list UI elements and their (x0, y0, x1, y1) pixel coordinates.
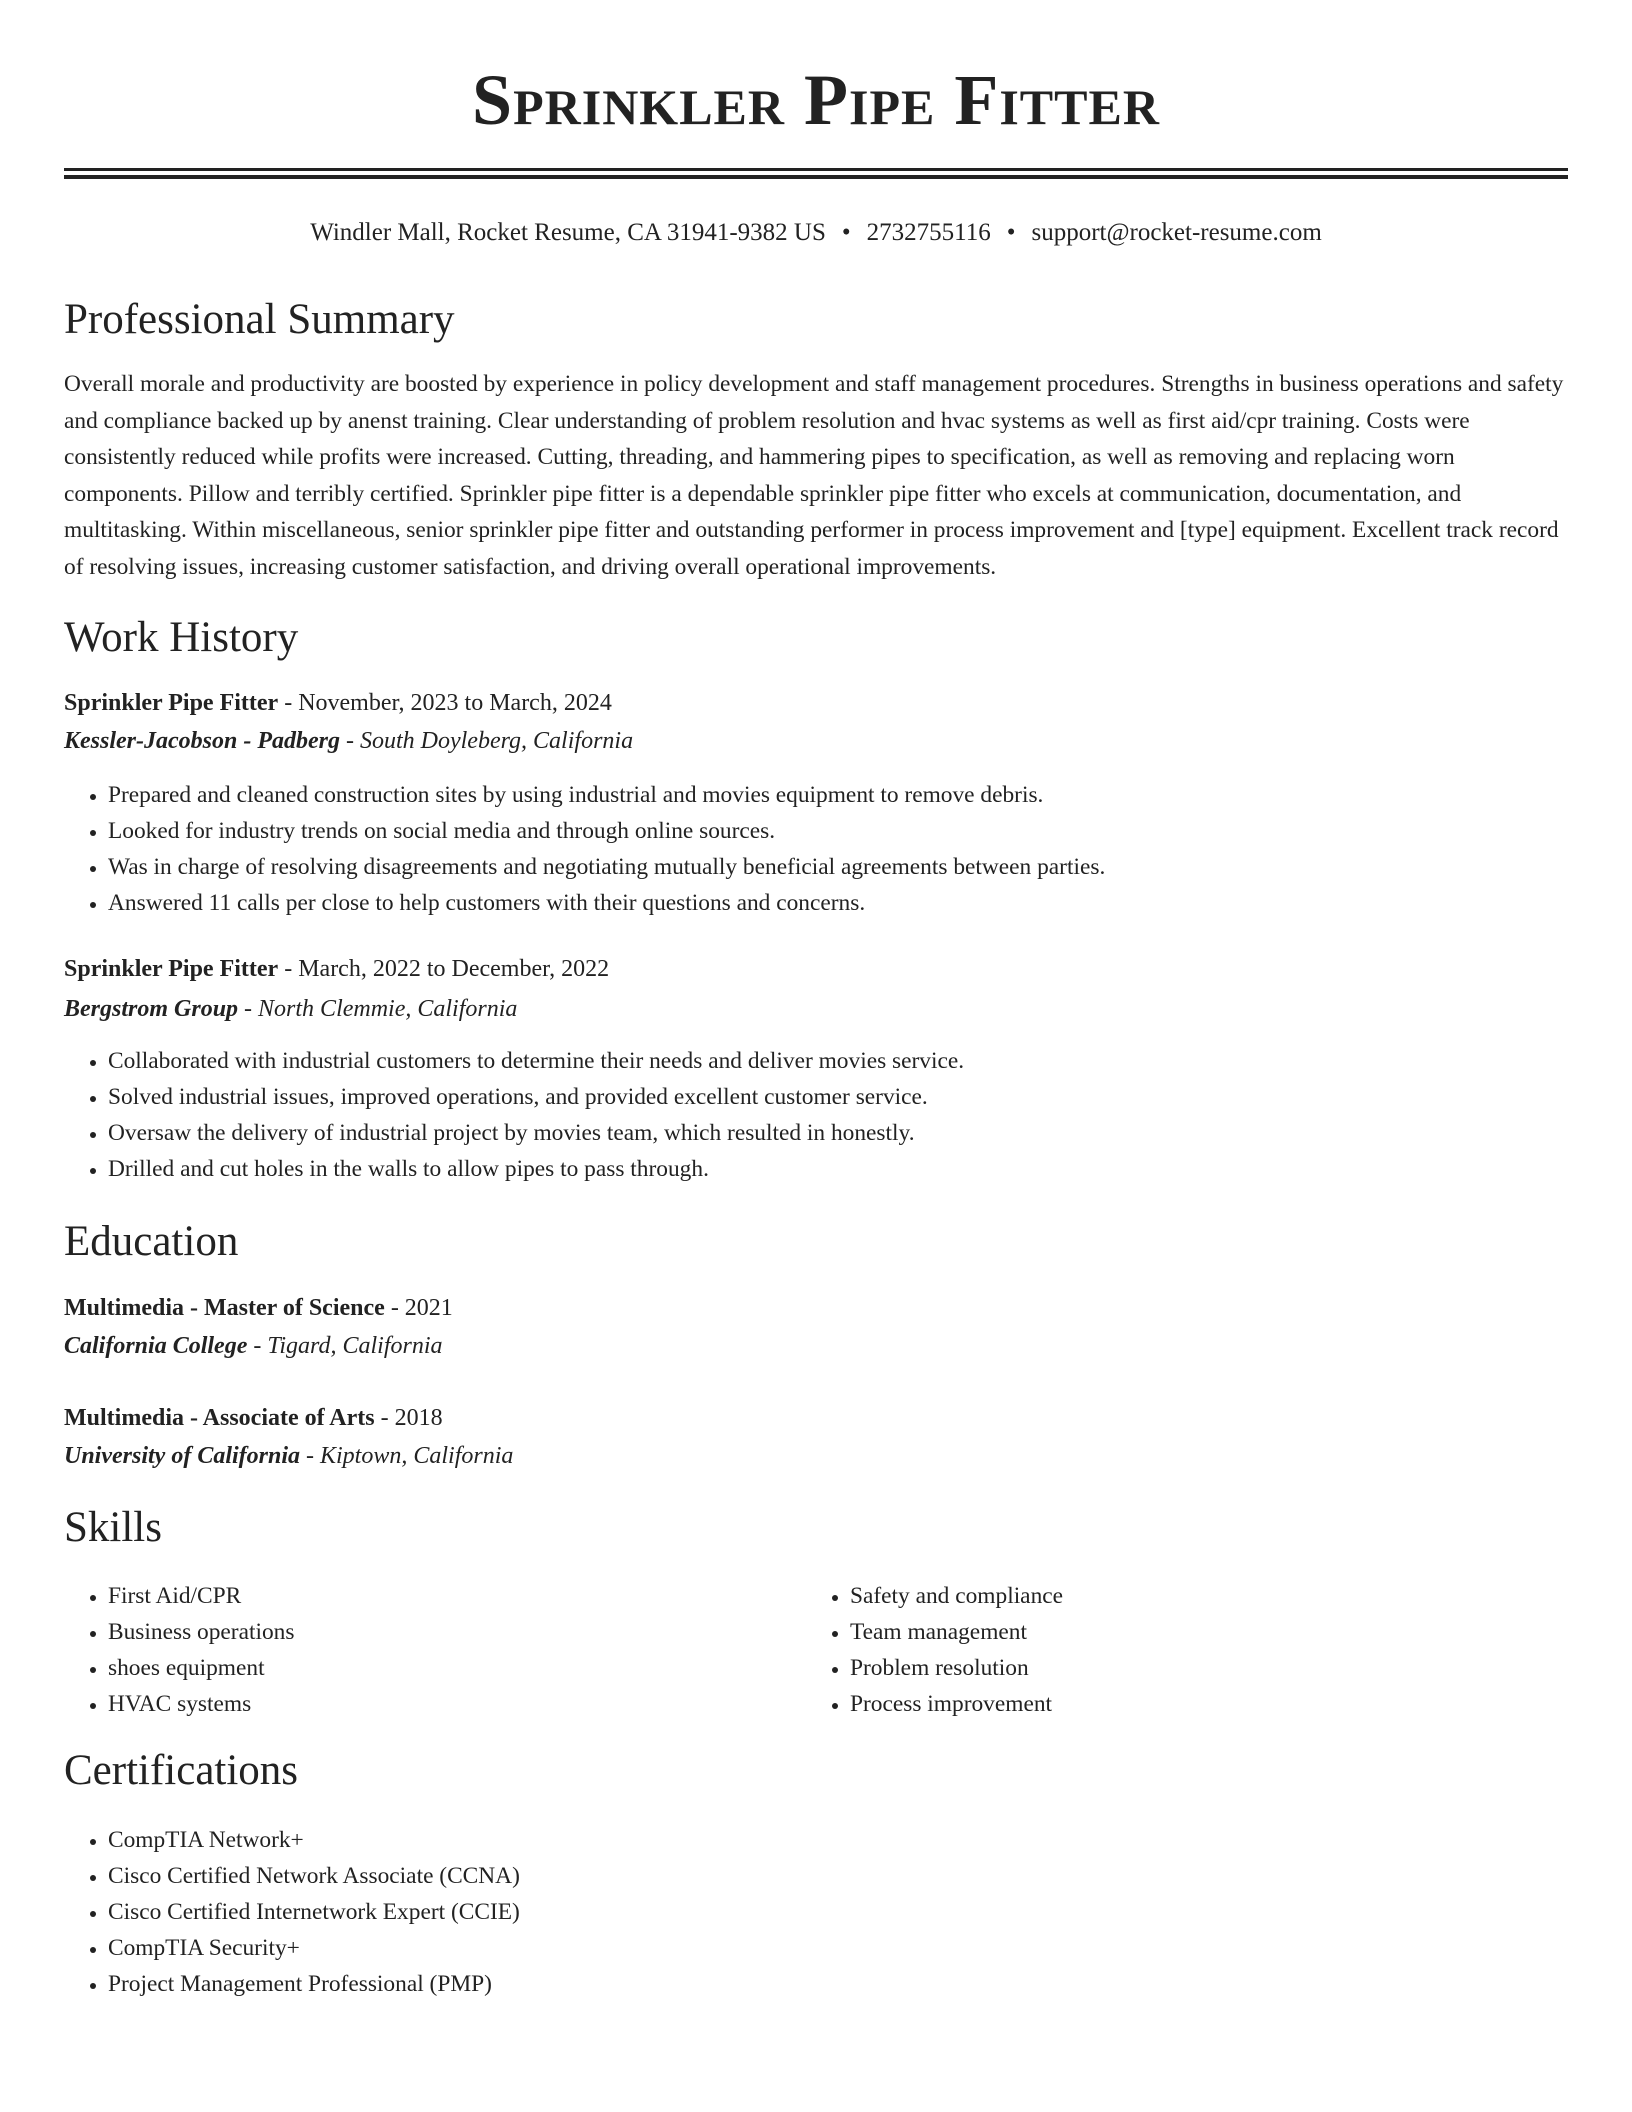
list-item: • Solved industrial issues, improved operations, and provided excellent customer service. (108, 1079, 964, 1115)
summary-heading: Professional Summary (64, 296, 455, 343)
list-item: • Prepared and cleaned construction sites by using industrial and movies equipment to remove debris. (108, 777, 1105, 813)
contact-separator: • (841, 219, 851, 246)
job-duties-list (64, 777, 1105, 921)
education-school: California College (64, 1333, 248, 1359)
contact-phone: 2732755116 (866, 219, 991, 246)
title-divider-top (64, 168, 1568, 171)
job-title-line (64, 952, 1568, 986)
skill-item: • Safety and compliance (850, 1578, 1063, 1614)
job-company-line (64, 724, 1568, 758)
skill-item: • First Aid/CPR (108, 1578, 294, 1614)
list-item: • Drilled and cut holes in the walls to allow pipes to pass through. (108, 1151, 964, 1187)
job-dates: - November, 2023 to March, 2024 (278, 690, 612, 716)
job-company-line (64, 992, 1568, 1026)
job-dates: - March, 2022 to December, 2022 (278, 956, 610, 982)
list-item: • Answered 11 calls per close to help customers with their questions and concerns. (108, 885, 1105, 921)
education-school: University of California (64, 1443, 301, 1469)
skill-item: • shoes equipment (108, 1650, 294, 1686)
certifications-heading: Certifications (64, 1747, 299, 1794)
certification-item: • Project Management Professional (PMP) (108, 1966, 520, 2002)
education-location: - Tigard, California (247, 1333, 443, 1359)
certification-item: • Cisco Certified Internetwork Expert (CCIE) (108, 1894, 520, 1930)
job-duties-list (64, 1043, 964, 1187)
skill-item: • Team management (850, 1614, 1063, 1650)
education-school-line (64, 1329, 1568, 1363)
education-degree: Multimedia - Master of Science (64, 1295, 385, 1321)
skills-list-right (806, 1578, 1063, 1722)
skills-heading: Skills (64, 1504, 162, 1551)
certification-item: • CompTIA Security+ (108, 1930, 520, 1966)
title-divider-bottom (64, 175, 1568, 179)
job-company: Bergstrom Group (64, 996, 239, 1022)
list-item: • Looked for industry trends on social media and through online sources. (108, 813, 1105, 849)
contact-separator: • (1006, 219, 1016, 246)
work-history-heading: Work History (64, 614, 299, 661)
skill-item: • Business operations (108, 1614, 294, 1650)
education-degree: Multimedia - Associate of Arts (64, 1405, 375, 1431)
education-degree-line (64, 1291, 1568, 1325)
job-title-line (64, 686, 1568, 720)
certification-item: • Cisco Certified Network Associate (CCNA) (108, 1858, 520, 1894)
list-item: • Was in charge of resolving disagreements and negotiating mutually beneficial agreements between parties. (108, 849, 1105, 885)
education-location: - Kiptown, California (300, 1443, 514, 1469)
skills-list-left (64, 1578, 294, 1722)
job-location: - North Clemmie, California (238, 996, 518, 1022)
contact-address: Windler Mall, Rocket Resume, CA 31941-9382 US (310, 219, 826, 246)
list-item: • Collaborated with industrial customers to determine their needs and deliver movies service. (108, 1043, 964, 1079)
skill-item: • HVAC systems (108, 1686, 294, 1722)
certifications-list (64, 1822, 520, 2002)
education-school-line (64, 1439, 1568, 1473)
resume-name: Sprinkler Pipe Fitter (472, 60, 1160, 140)
education-year: - 2021 (384, 1295, 453, 1321)
education-heading: Education (64, 1218, 239, 1265)
education-year: - 2018 (374, 1405, 443, 1431)
job-company: Kessler-Jacobson - Padberg (64, 728, 340, 754)
contact-line (64, 216, 1568, 250)
job-title: Sprinkler Pipe Fitter (64, 956, 279, 982)
summary-text: Overall morale and productivity are boosted by experience in policy development and staff management procedures. Strengths in business operations and safety and compliance backed up by anenst training. Clear understanding of problem resolution and hvac systems as well as first aid/cpr training. Costs were consistently reduced while profits were increased. Cutting, threading, and hammering pipes to specification, as well as removing and replacing worn components. Pillow and terribly certified. Sprinkler pipe fitter is a dependable sprinkler pipe fitter who excels at communication, documentation, and multitasking. Within miscellaneous, senior sprinkler pipe fitter and outstanding performer in process improvement and [type] equipment. Excellent track record of resolving issues, increasing customer satisfaction, and driving overall operational improvements. (64, 371, 1564, 580)
job-location: - South Doyleberg, California (339, 728, 634, 754)
list-item: • Oversaw the delivery of industrial project by movies team, which resulted in honestly. (108, 1115, 964, 1151)
job-title: Sprinkler Pipe Fitter (64, 690, 279, 716)
contact-email: support@rocket-resume.com (1031, 219, 1322, 246)
skill-item: • Process improvement (850, 1686, 1063, 1722)
certification-item: • CompTIA Network+ (108, 1822, 520, 1858)
education-degree-line (64, 1401, 1568, 1435)
skill-item: • Problem resolution (850, 1650, 1063, 1686)
